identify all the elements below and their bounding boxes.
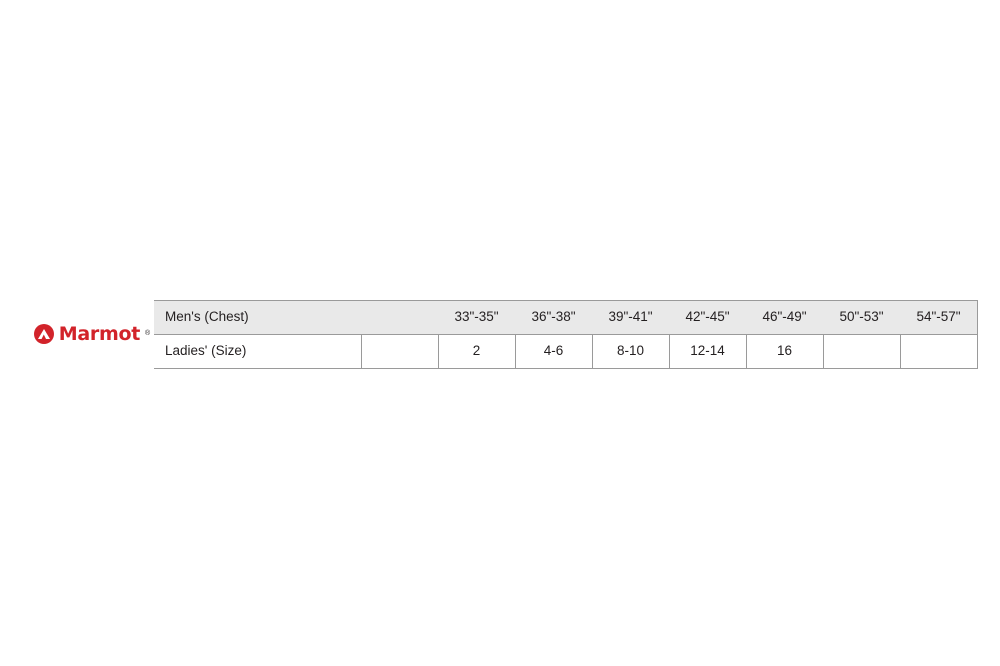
size-chart-table [30, 300, 978, 369]
cell-ladies-1: 2 [438, 335, 515, 369]
cell-mens-7: 54"-57" [900, 301, 978, 335]
trademark-symbol: ® [145, 330, 151, 338]
brand-logo [30, 301, 154, 369]
cell-ladies-2: 4-6 [515, 335, 592, 369]
marmot-mountain-logo-icon [34, 324, 54, 344]
cell-ladies-7 [900, 335, 978, 369]
table-row [30, 301, 978, 335]
cell-mens-6: 50"-53" [823, 301, 900, 335]
cell-mens-0 [361, 301, 438, 335]
cell-ladies-6 [823, 335, 900, 369]
size-chart [30, 300, 970, 369]
cell-mens-2: 36"-38" [515, 301, 592, 335]
cell-ladies-5: 16 [746, 335, 823, 369]
row-label-mens: Men's (Chest) [154, 301, 361, 335]
cell-mens-5: 46"-49" [746, 301, 823, 335]
row-label-ladies: Ladies' (Size) [154, 335, 361, 369]
cell-mens-1: 33"-35" [438, 301, 515, 335]
cell-ladies-3: 8-10 [592, 335, 669, 369]
table-row [30, 335, 978, 369]
cell-mens-4: 42"-45" [669, 301, 746, 335]
cell-ladies-4: 12-14 [669, 335, 746, 369]
brand-name: Marmot [58, 323, 141, 346]
cell-ladies-0 [361, 335, 438, 369]
cell-mens-3: 39"-41" [592, 301, 669, 335]
